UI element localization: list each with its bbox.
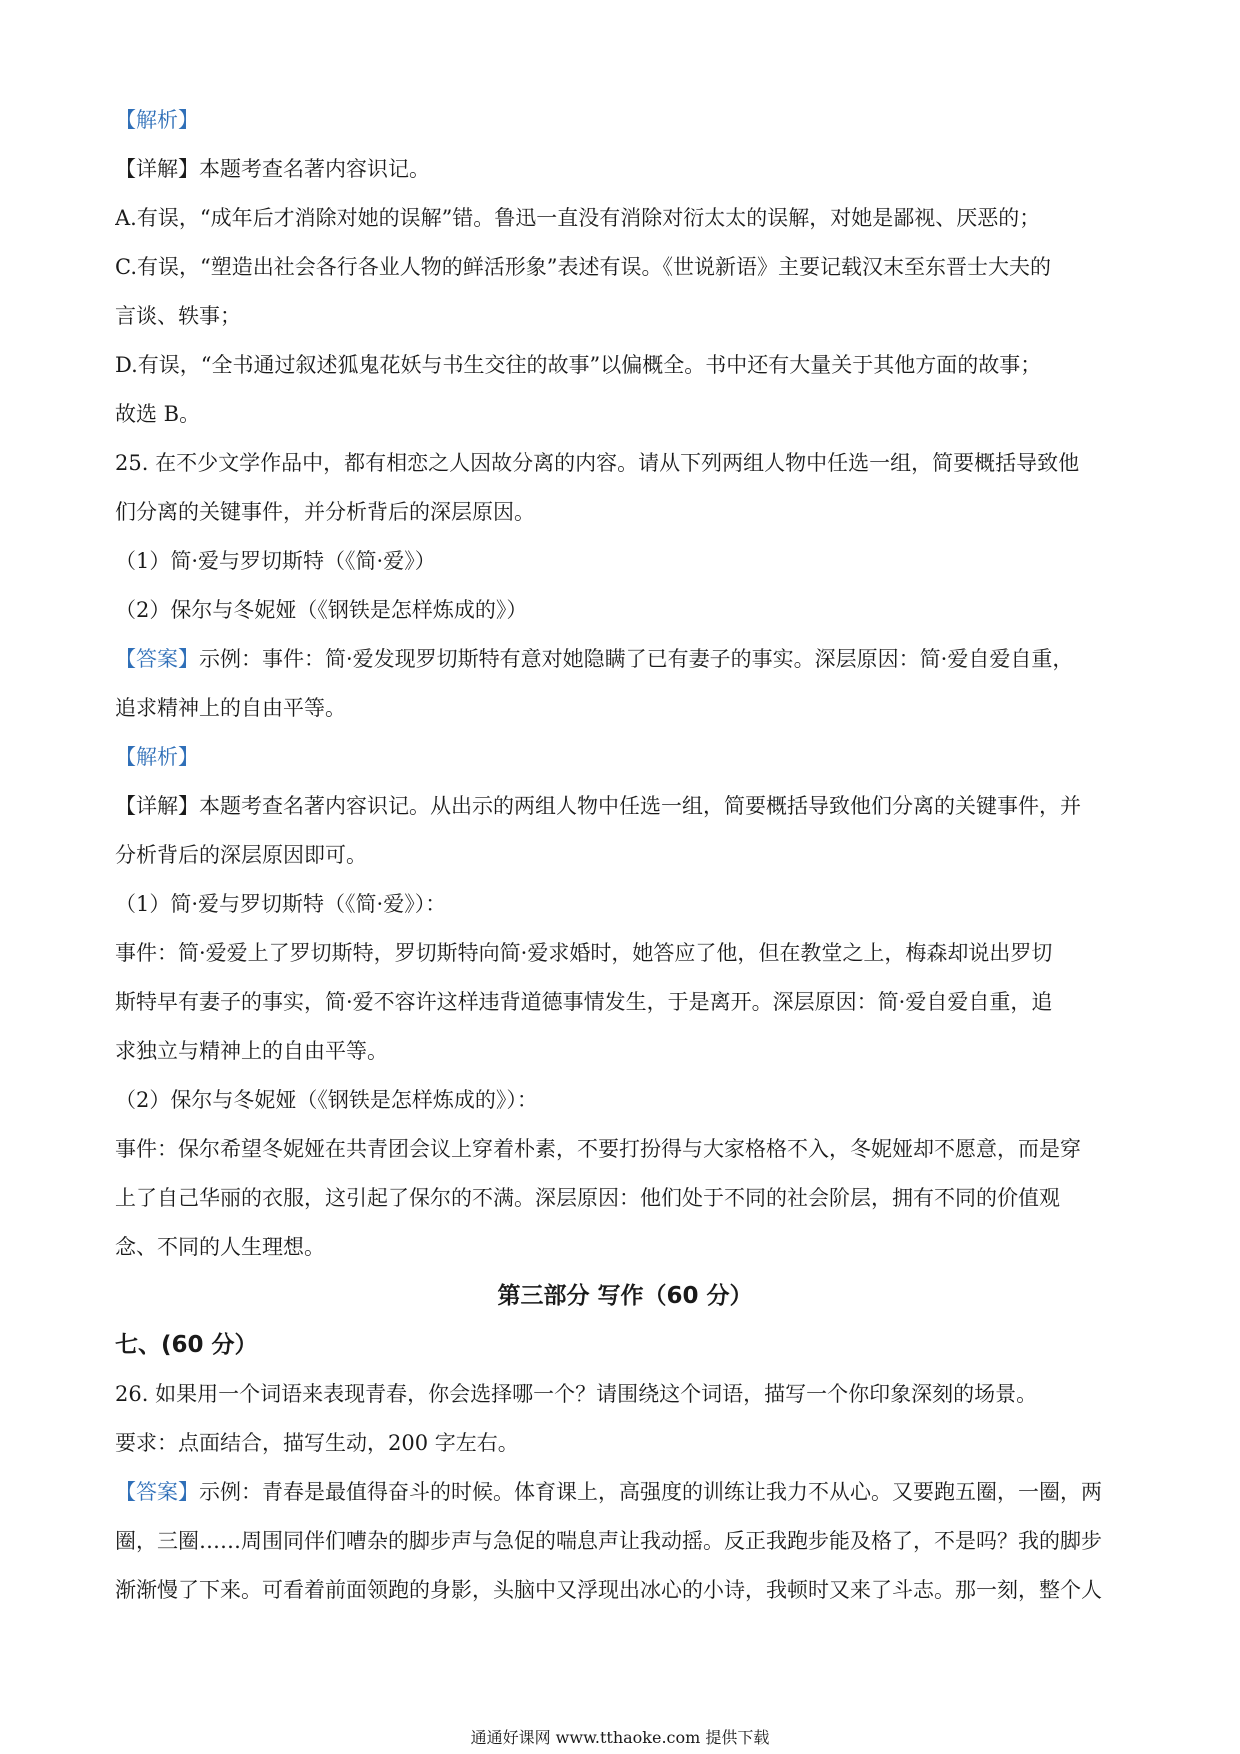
answer-text: 示例：事件：简·爱发现罗切斯特有意对她隐瞒了已有妻子的事实。深层原因：简·爱自爱自重，	[199, 647, 1074, 671]
answer-text: 示例：青春是最值得奋斗的时候。体育课上，高强度的训练让我力不从心。又要跑五圈，一圈，两	[199, 1480, 1102, 1504]
question-25-answer	[115, 635, 1135, 684]
question-25-stem-cont: 们分离的关键事件，并分析背后的深层原因。	[115, 500, 535, 524]
analysis-tag: 【解析】	[115, 745, 199, 769]
question-25-stem: 25. 在不少文学作品中，都有相恋之人因故分离的内容。请从下列两组人物中任选一组，简要概括导致他	[115, 451, 1080, 475]
question-25-answer-cont: 追求精神上的自由平等。	[115, 696, 346, 720]
event-jane-eyre: 事件：简·爱爱上了罗切斯特，罗切斯特向简·爱求婚时，她答应了他，但在教堂之上，梅森却说出罗切	[115, 941, 1053, 965]
question-26-stem: 26. 如果用一个词语来表现青春，你会选择哪一个？请围绕这个词语，描写一个你印象深刻的场景。	[115, 1382, 1038, 1406]
choice-line: 故选 B。	[115, 402, 201, 426]
answer-tag: 【答案】	[115, 1480, 199, 1504]
question-26-answer-cont: 渐渐慢了下来。可看着前面领跑的身影，头脑中又浮现出冰心的小诗，我顿时又来了斗志。那一刻，整个人	[115, 1578, 1102, 1602]
option-c-explanation: C.有误，“塑造出社会各行各业人物的鲜活形象”表述有误。《世说新语》主要记载汉末至东晋士大夫的	[115, 255, 1051, 279]
question-26-requirement: 要求：点面结合，描写生动，200 字左右。	[115, 1431, 519, 1455]
question-26-answer	[115, 1468, 1135, 1517]
answer-tag: 【答案】	[115, 647, 199, 671]
analysis-tag: 【解析】	[115, 108, 199, 132]
subheading-jane-eyre: （1）简·爱与罗切斯特（《简·爱》）：	[115, 892, 447, 916]
event-jane-eyre-cont: 斯特早有妻子的事实，简·爱不容许这样违背道德事情发生，于是离开。深层原因：简·爱自爱自重，追	[115, 990, 1053, 1014]
subheading-paul: （2）保尔与冬妮娅（《钢铁是怎样炼成的》）：	[115, 1088, 538, 1112]
event-paul: 事件：保尔希望冬妮娅在共青团会议上穿着朴素，不要打扮得与大家格格不入，冬妮娅却不愿意，而是穿	[115, 1137, 1081, 1161]
question-25-detail-cont: 分析背后的深层原因即可。	[115, 843, 367, 867]
option-a-explanation: A.有误，“成年后才消除对她的误解”错。鲁迅一直没有消除对衍太太的误解，对她是鄙视、厌恶的；	[115, 206, 1041, 230]
question-26-answer-cont: 圈，三圈……周围同伴们嘈杂的脚步声与急促的喘息声让我动摇。反正我跑步能及格了，不是吗？我的脚步	[115, 1529, 1102, 1553]
detail-line: 【详解】本题考查名著内容识记。	[115, 157, 430, 181]
page-footer: 通通好课网 www.tthaoke.com 提供下载	[470, 1728, 770, 1747]
question-25-option-1: （1）简·爱与罗切斯特（《简·爱》）	[115, 549, 436, 573]
question-25-option-2: （2）保尔与冬妮娅（《钢铁是怎样炼成的》）	[115, 598, 528, 622]
part-3-title: 第三部分 写作（60 分）	[497, 1283, 753, 1309]
document-page	[115, 96, 1135, 1615]
event-paul-cont: 念、不同的人生理想。	[115, 1235, 325, 1259]
option-d-explanation: D.有误，“全书通过叙述狐鬼花妖与书生交往的故事”以偏概全。书中还有大量关于其他方面的故事；	[115, 353, 1042, 377]
option-c-explanation-cont: 言谈、轶事；	[115, 304, 241, 328]
event-paul-cont: 上了自己华丽的衣服，这引起了保尔的不满。深层原因：他们处于不同的社会阶层，拥有不同的价值观	[115, 1186, 1060, 1210]
question-25-detail: 【详解】本题考查名著内容识记。从出示的两组人物中任选一组，简要概括导致他们分离的关键事件，并	[115, 794, 1081, 818]
section-7-heading: 七、(60 分）	[115, 1332, 258, 1358]
event-jane-eyre-cont: 求独立与精神上的自由平等。	[115, 1039, 388, 1063]
